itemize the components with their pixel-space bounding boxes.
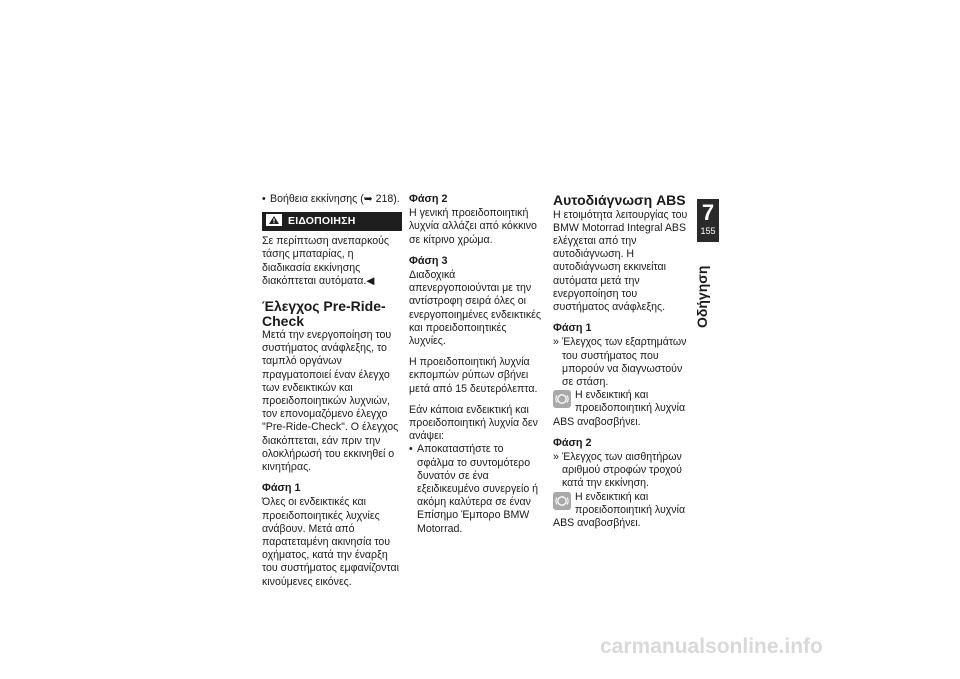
column-middle [409, 193, 543, 536]
phase2-title: Φάση 2 [409, 193, 448, 205]
phase3-title: Φάση 3 [409, 254, 448, 267]
intro-bullet: • Βοήθεια εκκίνησης (➥ 218). [262, 193, 400, 205]
chapter-tab [697, 199, 719, 242]
abs-phase1-title: Φάση 1 [553, 322, 592, 335]
warning-label: ΕΙΔΟΠΟΙΗΣΗ [288, 215, 356, 228]
phase2-text: Η γενική προειδοποιητική λυχνία αλλάζει από κόκκινο σε κίτρινο χρώμα. [409, 207, 537, 246]
warning-bar [262, 212, 402, 231]
arrow-mark: » [553, 450, 559, 463]
abs-lamp-icon [553, 390, 571, 408]
abs-phase1-result: Η ενδεικτική και προειδοποιητική λυχνία ABS αναβοσβήνει. [553, 389, 686, 428]
bullet-dot: • [409, 443, 413, 456]
warning-triangle-icon [266, 213, 282, 231]
abs-phase2-title: Φάση 2 [553, 436, 592, 449]
section-heading-pre-ride-check: Έλεγχος Pre-Ride-Check [262, 298, 386, 329]
warning-text: Σε περίπτωση ανεπαρκούς τάσης μπαταρίας, η διαδικασία εκκίνησης διακόπτεται αυτόματα.◀ [262, 235, 390, 287]
column-right [553, 193, 688, 530]
arrow-mark: » [553, 336, 559, 349]
page-number: 155 [700, 226, 716, 236]
watermark: carmanualsonline.info [600, 635, 823, 658]
section-heading-abs: Αυτοδιάγνωση ABS [553, 192, 686, 208]
phase1-text: Όλες οι ενδεικτικές και προειδοποιητικές λυχνίες ανάβουν. Μετά από παρατεταμένη ακινησία του οχήματος, κατά την έναρξη του συστήματος εμφανίζονται κινούμενες εικόνες. [262, 496, 399, 588]
fault-bullet: • Αποκαταστήστε το σφάλμα το συντομότερο δυνατόν σε ένα εξειδικευμένο συνεργείο ή ακόμη καλύτερα σε έναν Επίσημο Έμπορο BMW Motorrad. [409, 443, 539, 535]
bullet-dot: • [262, 193, 266, 205]
phase3-text: Διαδοχικά απενεργοποιούνται με την αντίστροφη σειρά όλες οι ενεργοποιημένες ενδεικτικές και προειδοποιητικές λυχνίες. [409, 269, 541, 348]
column-left [262, 193, 402, 589]
abs-intro: Η ετοιμότητα λειτουργίας του BMW Motorrad Integral ABS ελέγχεται από την αυτοδιάγνωση. Η αυτοδιάγνωση εκκινείται αυτόματα μετά την ενεργοποίηση του συστήματος ανάφλεξης. [553, 208, 688, 313]
emission-lamp-text: Η προειδοποιητική λυχνία εκπομπών ρύπων σβήνει μετά από 15 δευτερόλεπτα. [409, 356, 538, 395]
pre-ride-check-body: Μετά την ενεργοποίηση του συστήματος ανάφλεξης, το ταμπλό οργάνων πραγματοποιεί έναν έλεγχο των ενδεικτικών και προειδοποιητικών λυχνιών, τον επονομαζόμενο έλεγχο "Pre-Ride-Check". Ο έλεγχος διακόπτεται, εάν πριν την ολοκλήρωσή του εκκινηθεί ο κινητήρας. [262, 329, 399, 474]
side-chapter-title: Οδήγηση [694, 265, 710, 328]
fault-text: Εάν κάποια ενδεικτική και προειδοποιητική λυχνία δεν ανάψει: [409, 403, 538, 443]
abs-lamp-icon [553, 492, 571, 510]
abs-phase1-step: » Έλεγχος των εξαρτημάτων του συστήματος που μπορούν να διαγνωστούν σε στάση. [553, 336, 687, 388]
abs-phase2-step: » Έλεγχος των αισθητήρων αριθμού στροφών τροχού κατά την εκκίνηση. [553, 450, 682, 490]
phase1-title: Φάση 1 [262, 482, 301, 495]
abs-phase2-result: Η ενδεικτική και προειδοποιητική λυχνία ABS αναβοσβήνει. [553, 490, 686, 529]
chapter-number: 7 [701, 200, 715, 225]
